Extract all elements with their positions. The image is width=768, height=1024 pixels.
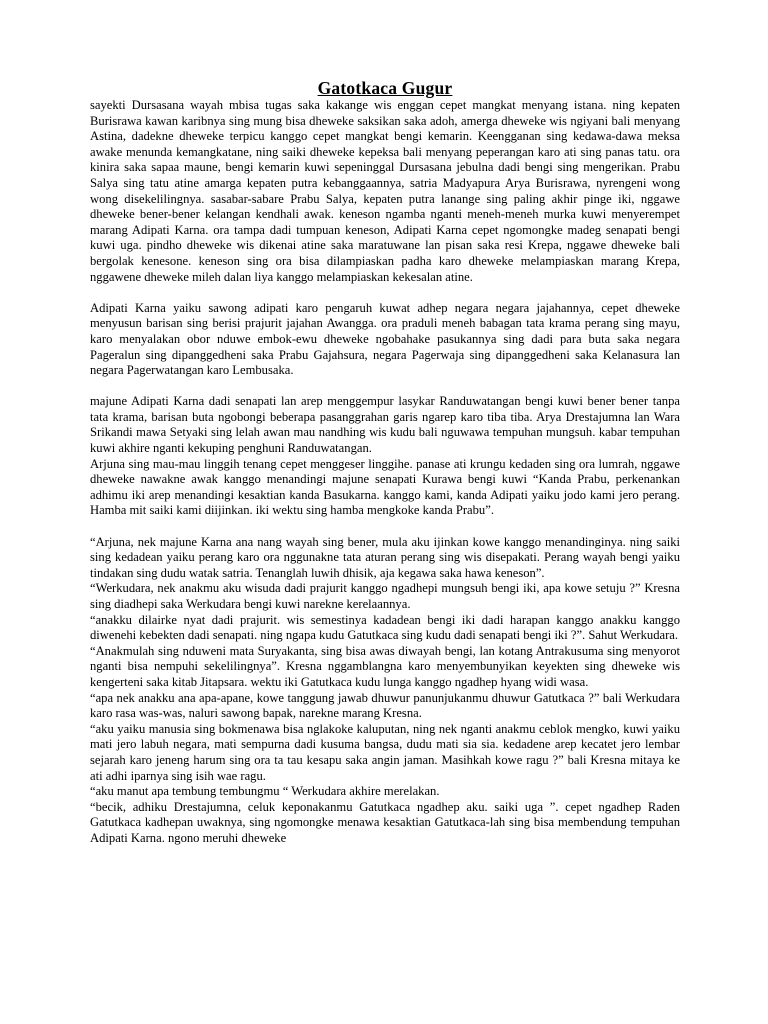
paragraph-tanggung-jawab: “apa nek anakku ana apa-apane, kowe tanggung jawab dhuwur panunjukanmu dhuwur Gatutkaca ?” bali Werkudara karo rasa was-was, naluri sawong bapak, narekne marang Kresna. [90,690,680,721]
paragraph-kresna-answer: “aku yaiku manusia sing bokmenawa bisa nglakoke kaluputan, ning nek nganti anakmu ceblok mengko, kuwi yaiku mati jero labuh negara, mati sempurna dadi kusuma bangsa, dudu mati sia sia. kedadene arep kecatet jero lembar sejarah karo jeneng harum sing ora ta tau kesapu saka angin jaman. Masihkah kowe ragu ?” bali Kresna mitaya ke ati adhi iparnya sing isih wae ragu. [90,721,680,783]
paragraph-majune-karna: majune Adipati Karna dadi senapati lan arep menggempur lasykar Randuwatangan bengi kuwi bener bener tanpa tata krama, barisan buta ngobongi beberapa pasanggrahan garis ngarep karo tiba tiba. Arya Drestajumna lan Wara Srikandi mawa Setyaki sing lelah awan mau nandhing wis kudu bali nguwawa tempuhan mungsuh. kabar tempuhan kuwi akhire nganti kekuping penghuni Randuwatangan. [90,394,680,456]
paragraph-kresna-werkudara: “Werkudara, nek anakmu aku wisuda dadi prajurit kanggo ngadhepi mungsuh bengi iki, apa kowe setuju ?” Kresna sing diadhepi saka Werkudara bengi kuwi narekne kerelaannya. [90,581,680,611]
paragraph-gap [90,519,680,535]
paragraph-kresna-arjuna: “Arjuna, nek majune Karna ana nang wayah sing bener, mula aku ijinkan kowe kanggo menandinginya. ning saiki sing kedadean yaiku perang karo ora nggunakne tata aturan perang sing wis disepakati. Perang wayah bengi yaiku tindakan sing dudu watak satria. Tenanglah luwih dhisik, aja kegawa saka hawa keneson”. [90,534,680,580]
paragraph-werkudara-manut: “aku manut apa tembung tembungmu “ Werkudara akhire merelakan. [90,784,440,799]
paragraph-dursasana: sayekti Dursasana wayah mbisa tugas saka kakange wis enggan cepet mangkat menyang istana. ning kepaten Burisrawa kawan karibnya sing mung bisa dheweke saksikan saka adoh, amerga dheweke wis ngiyani bali menyang Astina, dadekne dheweke terpicu kanggo cepet mangkat bengi kemarin. Keengganan sing kedawa-dawa meksa awake menunda kemangkatane, ning saiki dheweke kepeksa bali menyang peperangan karo ati sing panas tatu. ora kinira saka sapaa maune, bengi kemarin kuwi sepeninggal Dursasana jebulna dadi bengi sing mengerikan. Prabu Salya sing tatu atine amarga kepaten putra kebanggaannya, satria Madyapura Arya Burisrawa, nyrengeni wong wong disekelilingnya. sasabar-sabare Prabu Salya, kepaten putra lanange sing paling akhir pinge iki, nggawe dheweke bener-bener kelangan kendhali awak. keneson ngamba nganti meneh-meneh murka kuwi menyerempet marang Adipati Karna. ora tampa dadi tumpuan keneson, Adipati Karna cepet ngomongke madeg senapati bengi kuwi uga. pindho dheweke wis dikenai atine saka maratuwane lan pisan saka resi Krepa, nggawe dheweke bali bergolak kenesone. keneson sing ora bisa dilampiaskan padha karo dheweke melampiaskan marang Krepa, nggawene dheweke mileh dalan liya kanggo melampiaskan kekesalan atine. [90,98,680,284]
document-body [90,98,680,847]
paragraph-gap [90,379,680,395]
paragraph-drestajumna: “becik, adhiku Drestajumna, celuk keponakanmu Gatutkaca ngadhep aku. saiki uga ”. cepet ngadhep Raden Gatutkaca kadhepan uwaknya, sing ngomongke menawa kesaktian Gatutkaca-lah sing bisa membendung tempuhan Adipati Karna. ngono meruhi dheweke [90,799,680,845]
paragraph-gap [90,285,680,301]
paragraph-suryakanta: “Anakmulah sing nduweni mata Suryakanta, sing bisa awas diwayah bengi, lan kotang Antrakusuma sing menyorot nganti bisa nempuhi sekelilingnya”. Kresna nggamblangna karo menyembunyikan keyekten sing dheweke wis kengerteni saka kitab Jitapsara. wektu iki Gatutkaca kudu lunga kanggo ngadhep hyang widi wasa. [90,643,680,689]
paragraph-werkudara-reply: “anakku dilairke nyat dadi prajurit. wis semestinya kadadean bengi iki dadi harapan kanggo anakku kanggo diwenehi kebekten dadi senapati. ning ngapa kudu Gatutkaca sing kudu dadi senapati bengi iki ?”. Sahut Werkudara. [90,612,680,643]
document-title: Gatotkaca Gugur [317,78,453,98]
paragraph-adipati-karna: Adipati Karna yaiku sawong adipati karo pengaruh kuwat adhep negara negara jajahannya, cepet dheweke menyusun barisan sing berisi prajurit jajahan Awangga. ora praduli meneh babagan tata krama perang sing mayu, karo menyalakan obor nduwe embok-ewu dheweke ngobahake pasukannya sing dadi para buta saka negara Pageralun sing dipanggedheni saka Prabu Gajahsura, negara Pagerwaja sing dipanggedheni saka Kelanasura lan negara Pagerwatangan karo Lembusaka. [90,300,680,378]
paragraph-arjuna: Arjuna sing mau-mau linggih tenang cepet menggeser linggihe. panase ati krungu kedaden sing ora lumrah, nggawe dheweke nawakne awak kanggo menandingi majune senapati Kurawa bengi kuwi “Kanda Prabu, perkenankan adhimu iki arep menandingi kesaktian kanda Basukarna. kanggo kami, kanda Adipati yaiku jodo kami jero perang. Hamba mit saiki kami diijinkan. iki wektu sing hamba mengkoke kanda Prabu”. [90,456,680,518]
